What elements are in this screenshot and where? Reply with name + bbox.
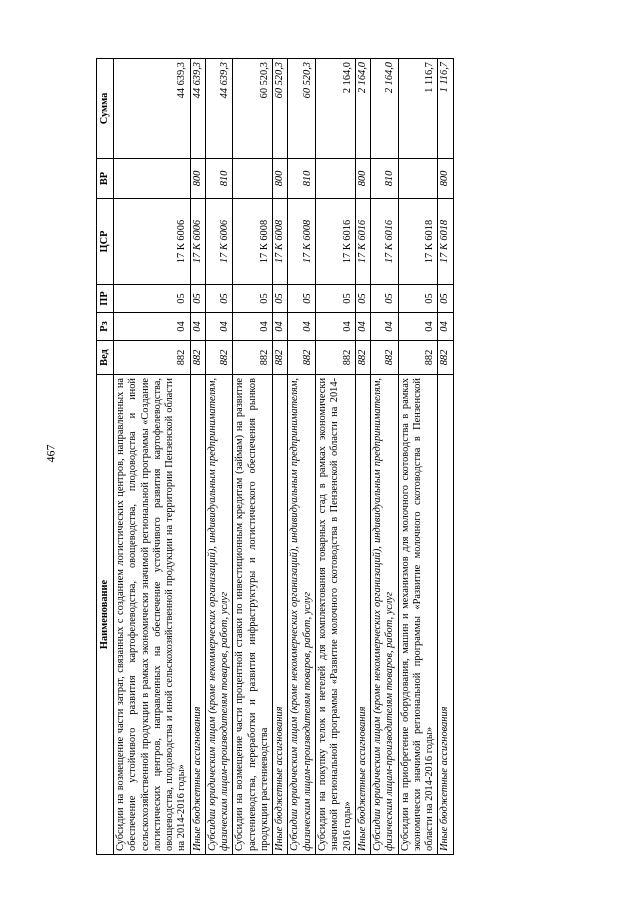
cell-vr: 810 <box>288 159 316 199</box>
cell-vr: 800 <box>190 159 205 199</box>
table-row <box>233 59 273 855</box>
table-body <box>114 59 454 855</box>
budget-table <box>96 58 454 855</box>
cell-ved: 882 <box>205 341 233 375</box>
cell-sum: 60 520,3 <box>273 59 288 159</box>
header-sum: Сумма <box>97 59 114 159</box>
cell-sum: 1 116,7 <box>398 59 438 159</box>
cell-ved: 882 <box>315 341 355 375</box>
cell-csr: 17 К 6016 <box>315 199 355 285</box>
table-row <box>398 59 438 855</box>
header-csr: ЦСР <box>97 199 114 285</box>
table-header-row <box>97 59 114 855</box>
cell-sum: 60 520,3 <box>233 59 273 159</box>
cell-csr: 17 К 6016 <box>371 199 399 285</box>
table-row <box>273 59 288 855</box>
cell-rz: 04 <box>288 313 316 341</box>
cell-csr: 17 К 6016 <box>355 199 370 285</box>
cell-csr: 17 К 6008 <box>288 199 316 285</box>
cell-vr <box>114 159 191 199</box>
cell-vr: 810 <box>371 159 399 199</box>
cell-name: Субсидии на возмещение части затрат, связанных с созданием логистических центров, направленных на обеспечение устойчивого развития картофелеводства, овощеводства, плодоводства и иной сельскохозяйственной продукции в рамках экономически значимой региональной программы «Создание логистических центров, направленных на обеспечение устойчивого развития картофелеводства, овощеводства, плодоводства и иной сельскохозяйственной продукции на территории Пензенской области на 2014-2016 годы» <box>114 375 191 855</box>
cell-rz: 04 <box>205 313 233 341</box>
cell-rz: 04 <box>273 313 288 341</box>
cell-ved: 882 <box>371 341 399 375</box>
cell-name: Субсидии на покупку телок и нетелей для комплектования товарных стад в рамках экономически значимой региональной программы «Развитие молочного скотоводства в Пензенской области на 2014-2016 годы» <box>315 375 355 855</box>
cell-pr: 05 <box>190 285 205 313</box>
table-row <box>355 59 370 855</box>
cell-pr: 05 <box>205 285 233 313</box>
table-row <box>315 59 355 855</box>
cell-pr: 05 <box>355 285 370 313</box>
cell-ved: 882 <box>438 341 453 375</box>
cell-csr: 17 К 6008 <box>233 199 273 285</box>
cell-sum: 44 639,3 <box>190 59 205 159</box>
cell-vr: 800 <box>438 159 453 199</box>
cell-rz: 04 <box>371 313 399 341</box>
cell-vr: 800 <box>273 159 288 199</box>
page-number: 467 <box>43 444 58 463</box>
cell-vr: 810 <box>205 159 233 199</box>
header-name: Наименование <box>97 375 114 855</box>
table-row <box>288 59 316 855</box>
cell-pr: 05 <box>114 285 191 313</box>
cell-name: Иные бюджетные ассигнования <box>355 375 370 855</box>
cell-vr <box>398 159 438 199</box>
cell-rz: 04 <box>114 313 191 341</box>
cell-pr: 05 <box>371 285 399 313</box>
cell-pr: 05 <box>438 285 453 313</box>
table-row <box>190 59 205 855</box>
cell-name: Субсидии юридическим лицам (кроме некоммерческих организаций), индивидуальным предпринимателям, физическим лицам-производителям товаров, работ, услуг <box>371 375 399 855</box>
cell-name: Субсидии на возмещение части процентной ставки по инвестиционным кредитам (займам) на развитие растениеводства, переработки и развития инфраструктуры и логистического обеспечения рынков продукции растениеводства <box>233 375 273 855</box>
cell-pr: 05 <box>288 285 316 313</box>
cell-vr <box>315 159 355 199</box>
cell-sum: 2 164,0 <box>371 59 399 159</box>
cell-name: Субсидии на приобретение оборудования, машин и механизмов для молочного скотоводства в рамках экономически значимой региональной программы «Развитие молочного скотоводства в Пензенской области на 2014-2016 годы» <box>398 375 438 855</box>
cell-csr: 17 К 6006 <box>190 199 205 285</box>
table-row <box>205 59 233 855</box>
cell-ved: 882 <box>233 341 273 375</box>
cell-pr: 05 <box>273 285 288 313</box>
cell-sum: 44 639,3 <box>205 59 233 159</box>
header-vr: ВР <box>97 159 114 199</box>
cell-rz: 04 <box>315 313 355 341</box>
cell-sum: 44 639,3 <box>114 59 191 159</box>
cell-name: Иные бюджетные ассигнования <box>190 375 205 855</box>
cell-ved: 882 <box>288 341 316 375</box>
cell-name: Иные бюджетные ассигнования <box>273 375 288 855</box>
cell-pr: 05 <box>315 285 355 313</box>
header-rz: Рз <box>97 313 114 341</box>
header-ved: Вед <box>97 341 114 375</box>
cell-csr: 17 К 6018 <box>398 199 438 285</box>
table-row <box>371 59 399 855</box>
cell-ved: 882 <box>273 341 288 375</box>
cell-sum: 2 164,0 <box>315 59 355 159</box>
cell-name: Иные бюджетные ассигнования <box>438 375 453 855</box>
cell-vr <box>233 159 273 199</box>
header-pr: ПР <box>97 285 114 313</box>
cell-vr: 800 <box>355 159 370 199</box>
cell-rz: 04 <box>438 313 453 341</box>
cell-sum: 2 164,0 <box>355 59 370 159</box>
cell-rz: 04 <box>398 313 438 341</box>
cell-csr: 17 К 6008 <box>273 199 288 285</box>
cell-rz: 04 <box>233 313 273 341</box>
table-row <box>438 59 453 855</box>
cell-ved: 882 <box>355 341 370 375</box>
cell-ved: 882 <box>114 341 191 375</box>
cell-sum: 1 116,7 <box>438 59 453 159</box>
cell-name: Субсидии юридическим лицам (кроме некоммерческих организаций), индивидуальным предпринимателям, физическим лицам-производителям товаров, работ, услуг <box>288 375 316 855</box>
cell-csr: 17 К 6018 <box>438 199 453 285</box>
cell-rz: 04 <box>190 313 205 341</box>
table-row <box>114 59 191 855</box>
cell-sum: 60 520,3 <box>288 59 316 159</box>
cell-pr: 05 <box>233 285 273 313</box>
cell-name: Субсидии юридическим лицам (кроме некоммерческих организаций), индивидуальным предпринимателям, физическим лицам-производителям товаров, работ, услуг <box>205 375 233 855</box>
cell-csr: 17 К 6006 <box>205 199 233 285</box>
cell-rz: 04 <box>355 313 370 341</box>
cell-ved: 882 <box>190 341 205 375</box>
cell-csr: 17 К 6006 <box>114 199 191 285</box>
cell-pr: 05 <box>398 285 438 313</box>
rotated-table-container <box>96 59 574 855</box>
cell-ved: 882 <box>398 341 438 375</box>
